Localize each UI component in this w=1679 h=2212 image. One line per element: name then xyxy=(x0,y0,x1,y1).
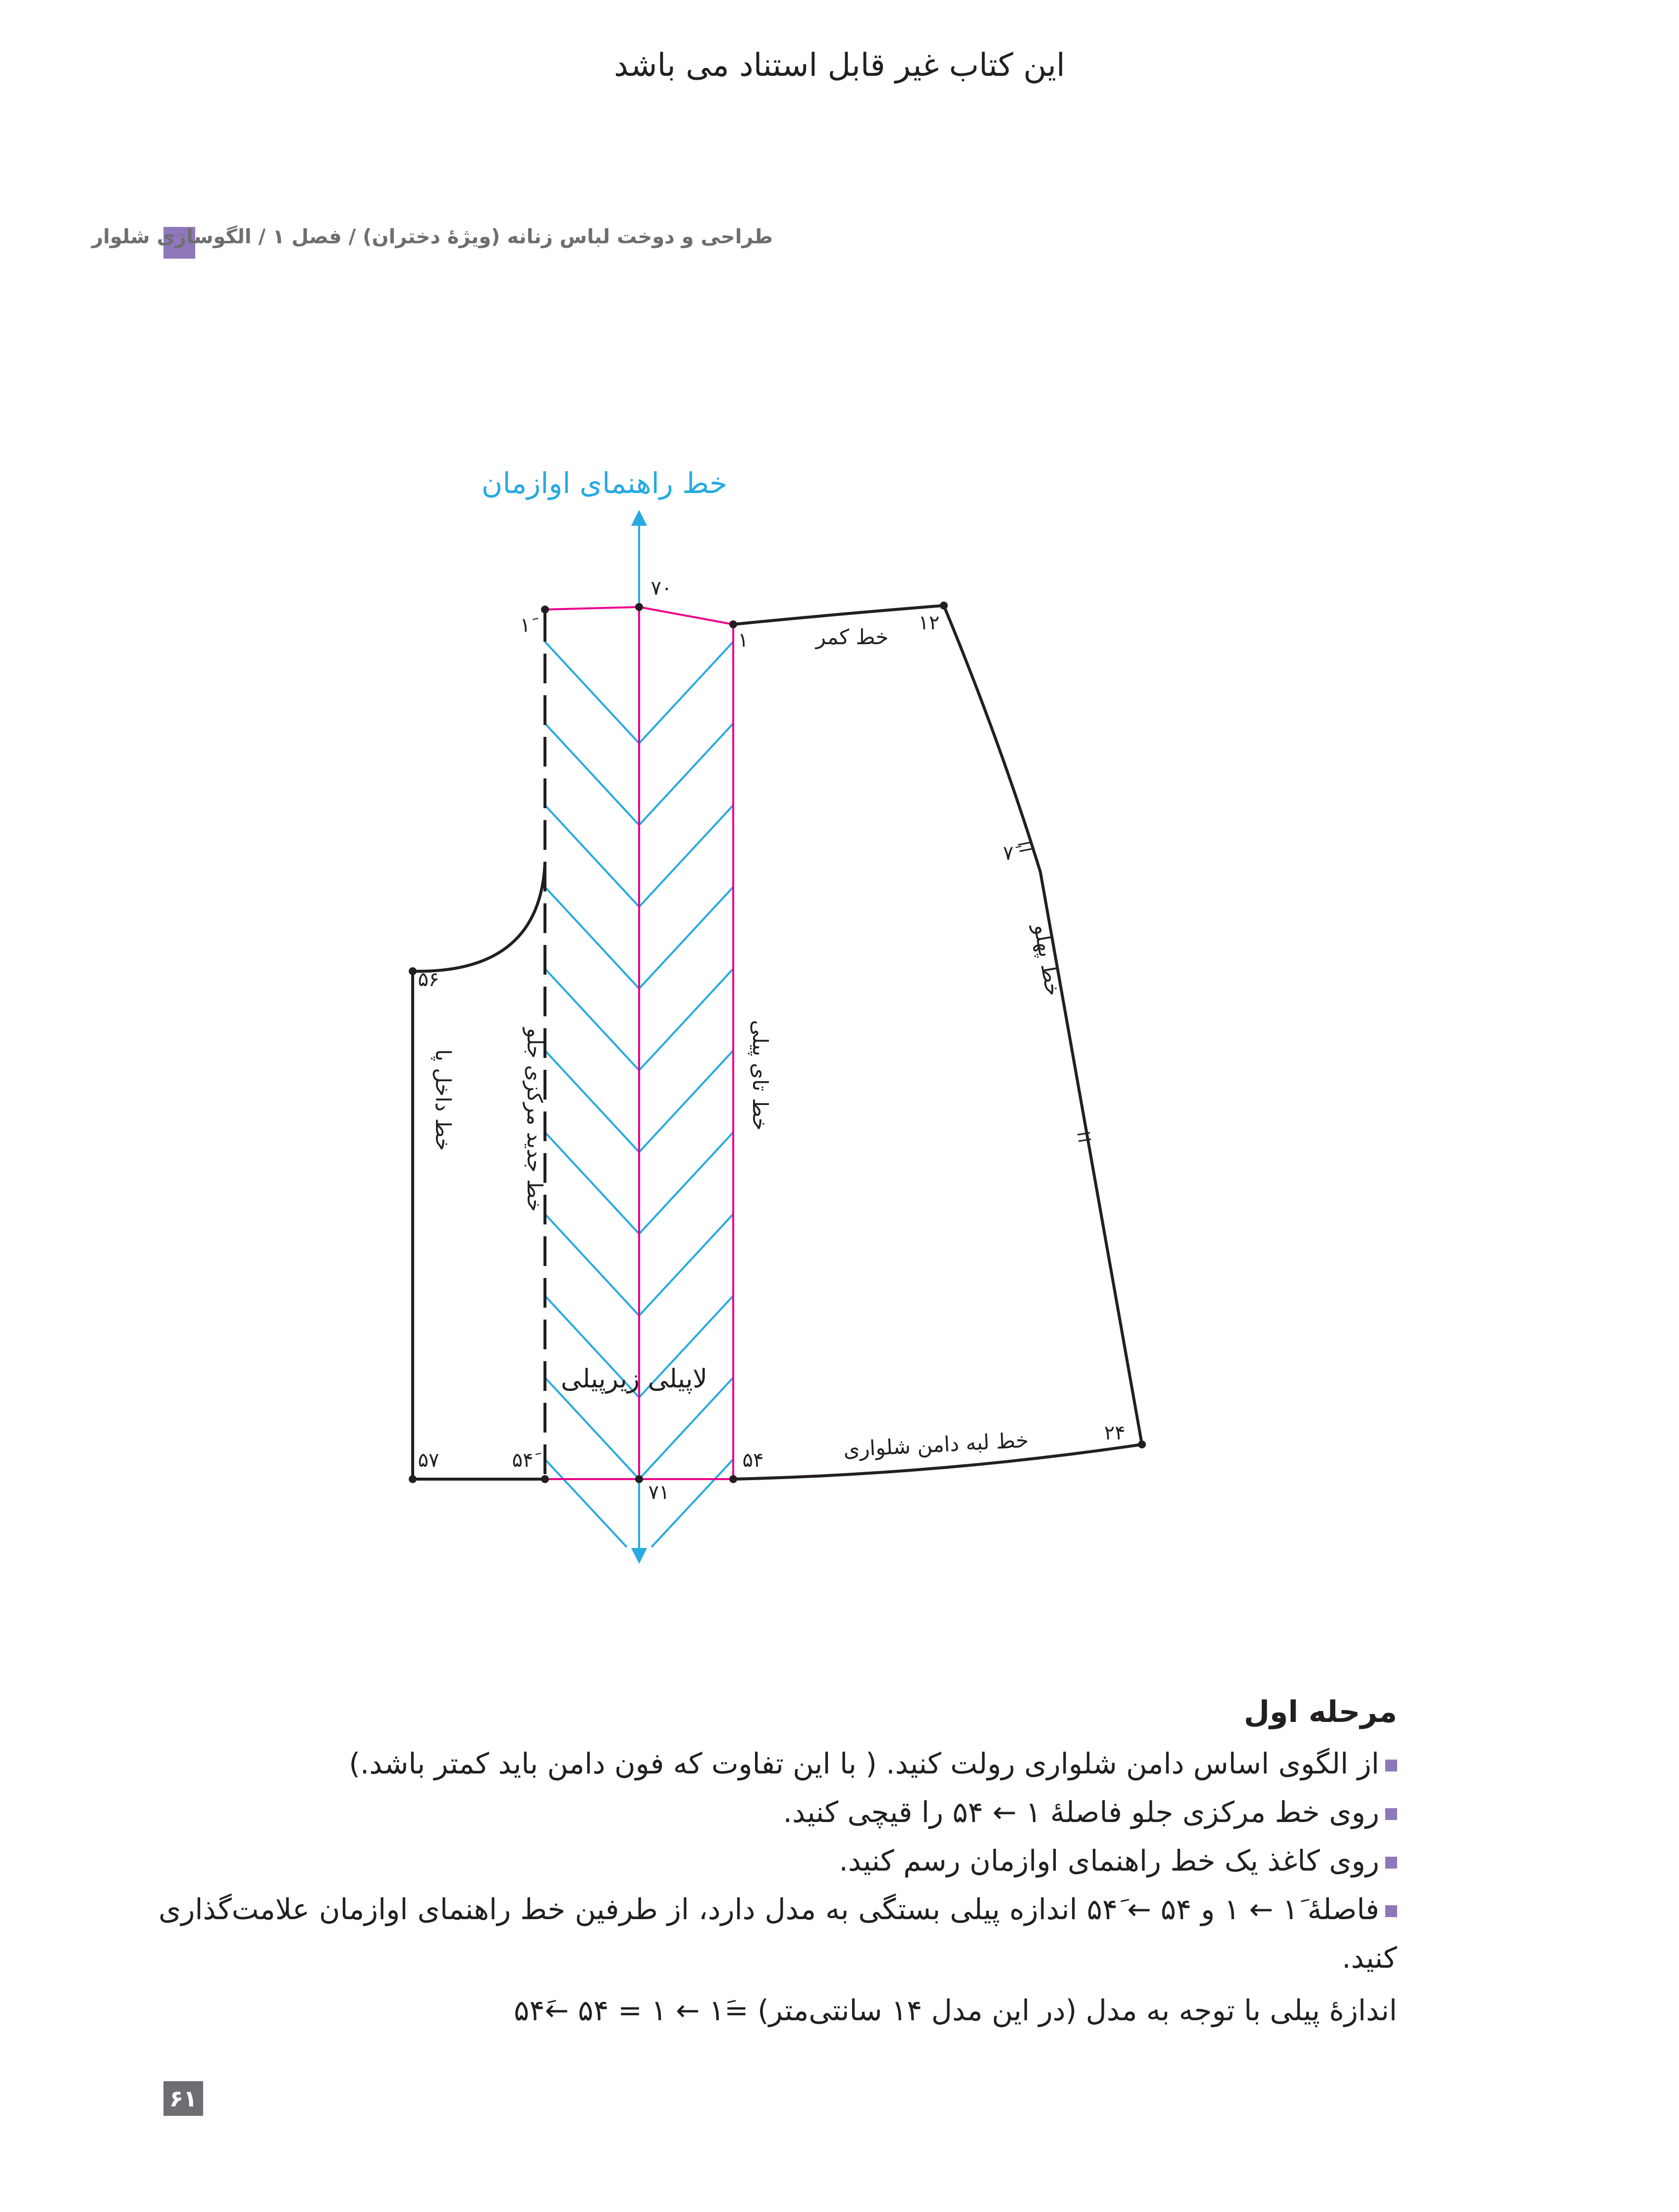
point-label-70: ۷۰ xyxy=(650,577,672,600)
hem-line-label: خط لبه دامن شلواری xyxy=(843,1428,1029,1462)
section-heading: مرحله اول xyxy=(1244,1695,1397,1729)
under-pleat-label: لاپیلی زیرپیلی xyxy=(561,1364,707,1394)
square-bullet-icon xyxy=(1385,1808,1397,1820)
pleat-size-formula: اندازۀ پیلی با توجه به مدل (در این مدل ۱۴ سانتی‌متر) =۱َ ← ۱ = ۵۴ ←۵۴َ xyxy=(514,1993,1397,2027)
page-number: ۶۱ xyxy=(163,2081,203,2116)
pleat-outline xyxy=(545,607,733,1479)
inseam-line-label: خط داخل پا xyxy=(431,1049,455,1151)
instruction-item: از الگوی اساس دامن شلواری رولت کنید. ( با این تفاوت که فون دامن باید کمتر باشد.) xyxy=(159,1739,1397,1788)
point-label-54: ۵۴ xyxy=(742,1449,764,1472)
running-header: طراحی و دوخت لباس زنانه (ویژۀ دختران) / فصل ۱ / الگوسازی شلوار xyxy=(92,225,773,248)
point-label-57: ۵۷ xyxy=(418,1449,439,1472)
square-bullet-icon xyxy=(1385,1760,1397,1771)
waist-line-label: خط کمر xyxy=(815,625,889,649)
point-label-1: ۱ xyxy=(738,629,749,652)
guide-title: خط راهنمای اوازمان xyxy=(481,466,728,500)
point-label-12: ۱۲ xyxy=(918,611,940,634)
square-bullet-icon xyxy=(1385,1905,1397,1917)
watermark-title: این کتاب غیر قابل استناد می باشد xyxy=(614,47,1065,84)
pleat-fold-line-label: خط تای پیلی xyxy=(748,1020,772,1131)
side-line-label: خط پهلو xyxy=(1029,922,1066,998)
instruction-item: روی کاغذ یک خط راهنمای اوازمان رسم کنید. xyxy=(159,1836,1397,1885)
instruction-item: روی خط مرکزی جلو فاصلۀ ۱ ← ۵۴ را قیچی کنید. xyxy=(159,1788,1397,1836)
point-label-54-prime: ۵۴َ xyxy=(512,1449,534,1472)
new-center-front-label: خط جدید مرکزی جلو xyxy=(523,1028,547,1212)
pattern-points xyxy=(409,602,1146,1483)
square-bullet-icon xyxy=(1385,1857,1397,1869)
point-label-24: ۲۴ xyxy=(1104,1422,1126,1444)
point-label-56: ۵۶ xyxy=(418,968,439,991)
pattern-outline xyxy=(413,606,1142,1479)
point-label-7-prime: ۷َ xyxy=(1003,842,1014,865)
instruction-item: فاصلۀ ۱َ ← ۱ و ۵۴ ← ۵۴َ اندازه پیلی بستگی به مدل دارد، از طرفین خط راهنمای اوازمان علامت‌گذاری کنید. xyxy=(159,1892,1397,1975)
point-label-71: ۷۱ xyxy=(648,1481,670,1504)
point-label-1-prime: ۱َ xyxy=(520,614,531,637)
instructions-section xyxy=(159,1690,1397,2035)
